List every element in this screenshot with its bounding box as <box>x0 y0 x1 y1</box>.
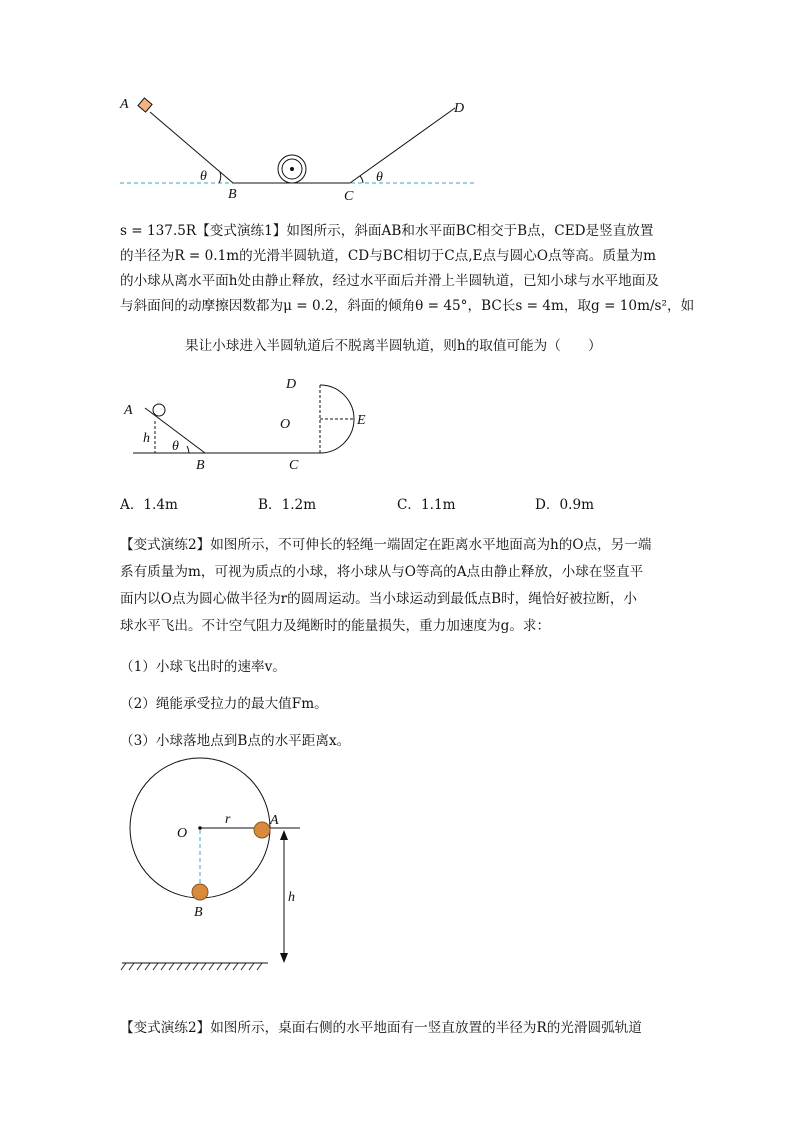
label-b: B <box>194 905 203 920</box>
sub-question: （3）小球落地点到B点的水平距离x。 <box>120 733 351 749</box>
sub-question: （2）绳能承受拉力的最大值Fm。 <box>120 696 328 712</box>
label-o: O <box>177 826 188 841</box>
problem-text: 【变式演练2】如图所示，桌面右侧的水平地面有一竖直放置的半径为R的光滑圆弧轨道 <box>120 1020 642 1036</box>
label-r: r <box>225 812 231 827</box>
label-theta: θ <box>376 170 383 185</box>
block <box>138 98 152 112</box>
figure-pendulum <box>121 758 300 970</box>
problem-text: 面内以O点为圆心做半径为r的圆周运动。当小球运动到最低点B时，绳恰好被拉断，小 <box>120 591 638 607</box>
label-d: D <box>454 101 465 116</box>
label-a: A <box>120 97 129 112</box>
label-b: B <box>196 458 205 473</box>
label-h: h <box>143 431 150 446</box>
label-b: B <box>228 187 237 202</box>
label-d: D <box>286 377 297 392</box>
option-d: D．0.9m <box>535 497 595 513</box>
sub-question: （1）小球飞出时的速率v。 <box>120 659 286 675</box>
label-h: h <box>288 890 295 905</box>
problem-text: 球水平飞出。不计空气阻力及绳断时的能量损失，重力加速度为g。求： <box>120 618 551 634</box>
problem-text: 的小球从离水平面h处由静止释放，经过水平面后并滑上半圆轨道，已知小球与水平地面及 <box>120 273 659 289</box>
loop-center <box>290 167 294 171</box>
problem-text: 果让小球进入半圆轨道后不脱离半圆轨道，则h的取值可能为（ ） <box>185 338 602 354</box>
ball-b <box>192 884 208 900</box>
ball <box>153 404 165 416</box>
problem-text: 【变式演练2】如图所示，不可伸长的轻绳一端固定在距离水平地面高为h的O点，另一端 <box>120 537 652 553</box>
label-o: O <box>280 417 291 432</box>
label-e: E <box>357 413 366 428</box>
label-c: C <box>289 458 299 473</box>
figure-incline-loop <box>119 97 475 204</box>
option-a: A．1.4m <box>120 497 178 513</box>
incline-cd <box>350 108 455 183</box>
ball-a <box>254 822 270 838</box>
label-theta: θ <box>172 439 179 454</box>
figure-semicircle-track <box>123 377 366 473</box>
label-a: A <box>270 813 279 828</box>
label-theta: θ <box>200 169 207 184</box>
option-c: C．1.1m <box>397 497 456 513</box>
problem-text: 与斜面间的动摩擦因数都为μ = 0.2，斜面的倾角θ = 45°，BC长s = 4m，取g = 10m/s²，如 <box>120 298 695 314</box>
problem-text: 系有质量为m，可视为质点的小球，将小球从与O等高的A点由静止释放，小球在竖直平 <box>120 564 644 580</box>
option-b: B．1.2m <box>258 497 317 513</box>
problem-text: s = 137.5R【变式演练1】如图所示，斜面AB和水平面BC相交于B点，CED是竖直放置 <box>120 223 654 239</box>
problem-text: 的半径为R = 0.1m的光滑半圆轨道，CD与BC相切于C点,E点与圆心O点等高。质量为m <box>120 248 657 264</box>
label-c: C <box>344 189 354 204</box>
label-a: A <box>124 403 133 418</box>
